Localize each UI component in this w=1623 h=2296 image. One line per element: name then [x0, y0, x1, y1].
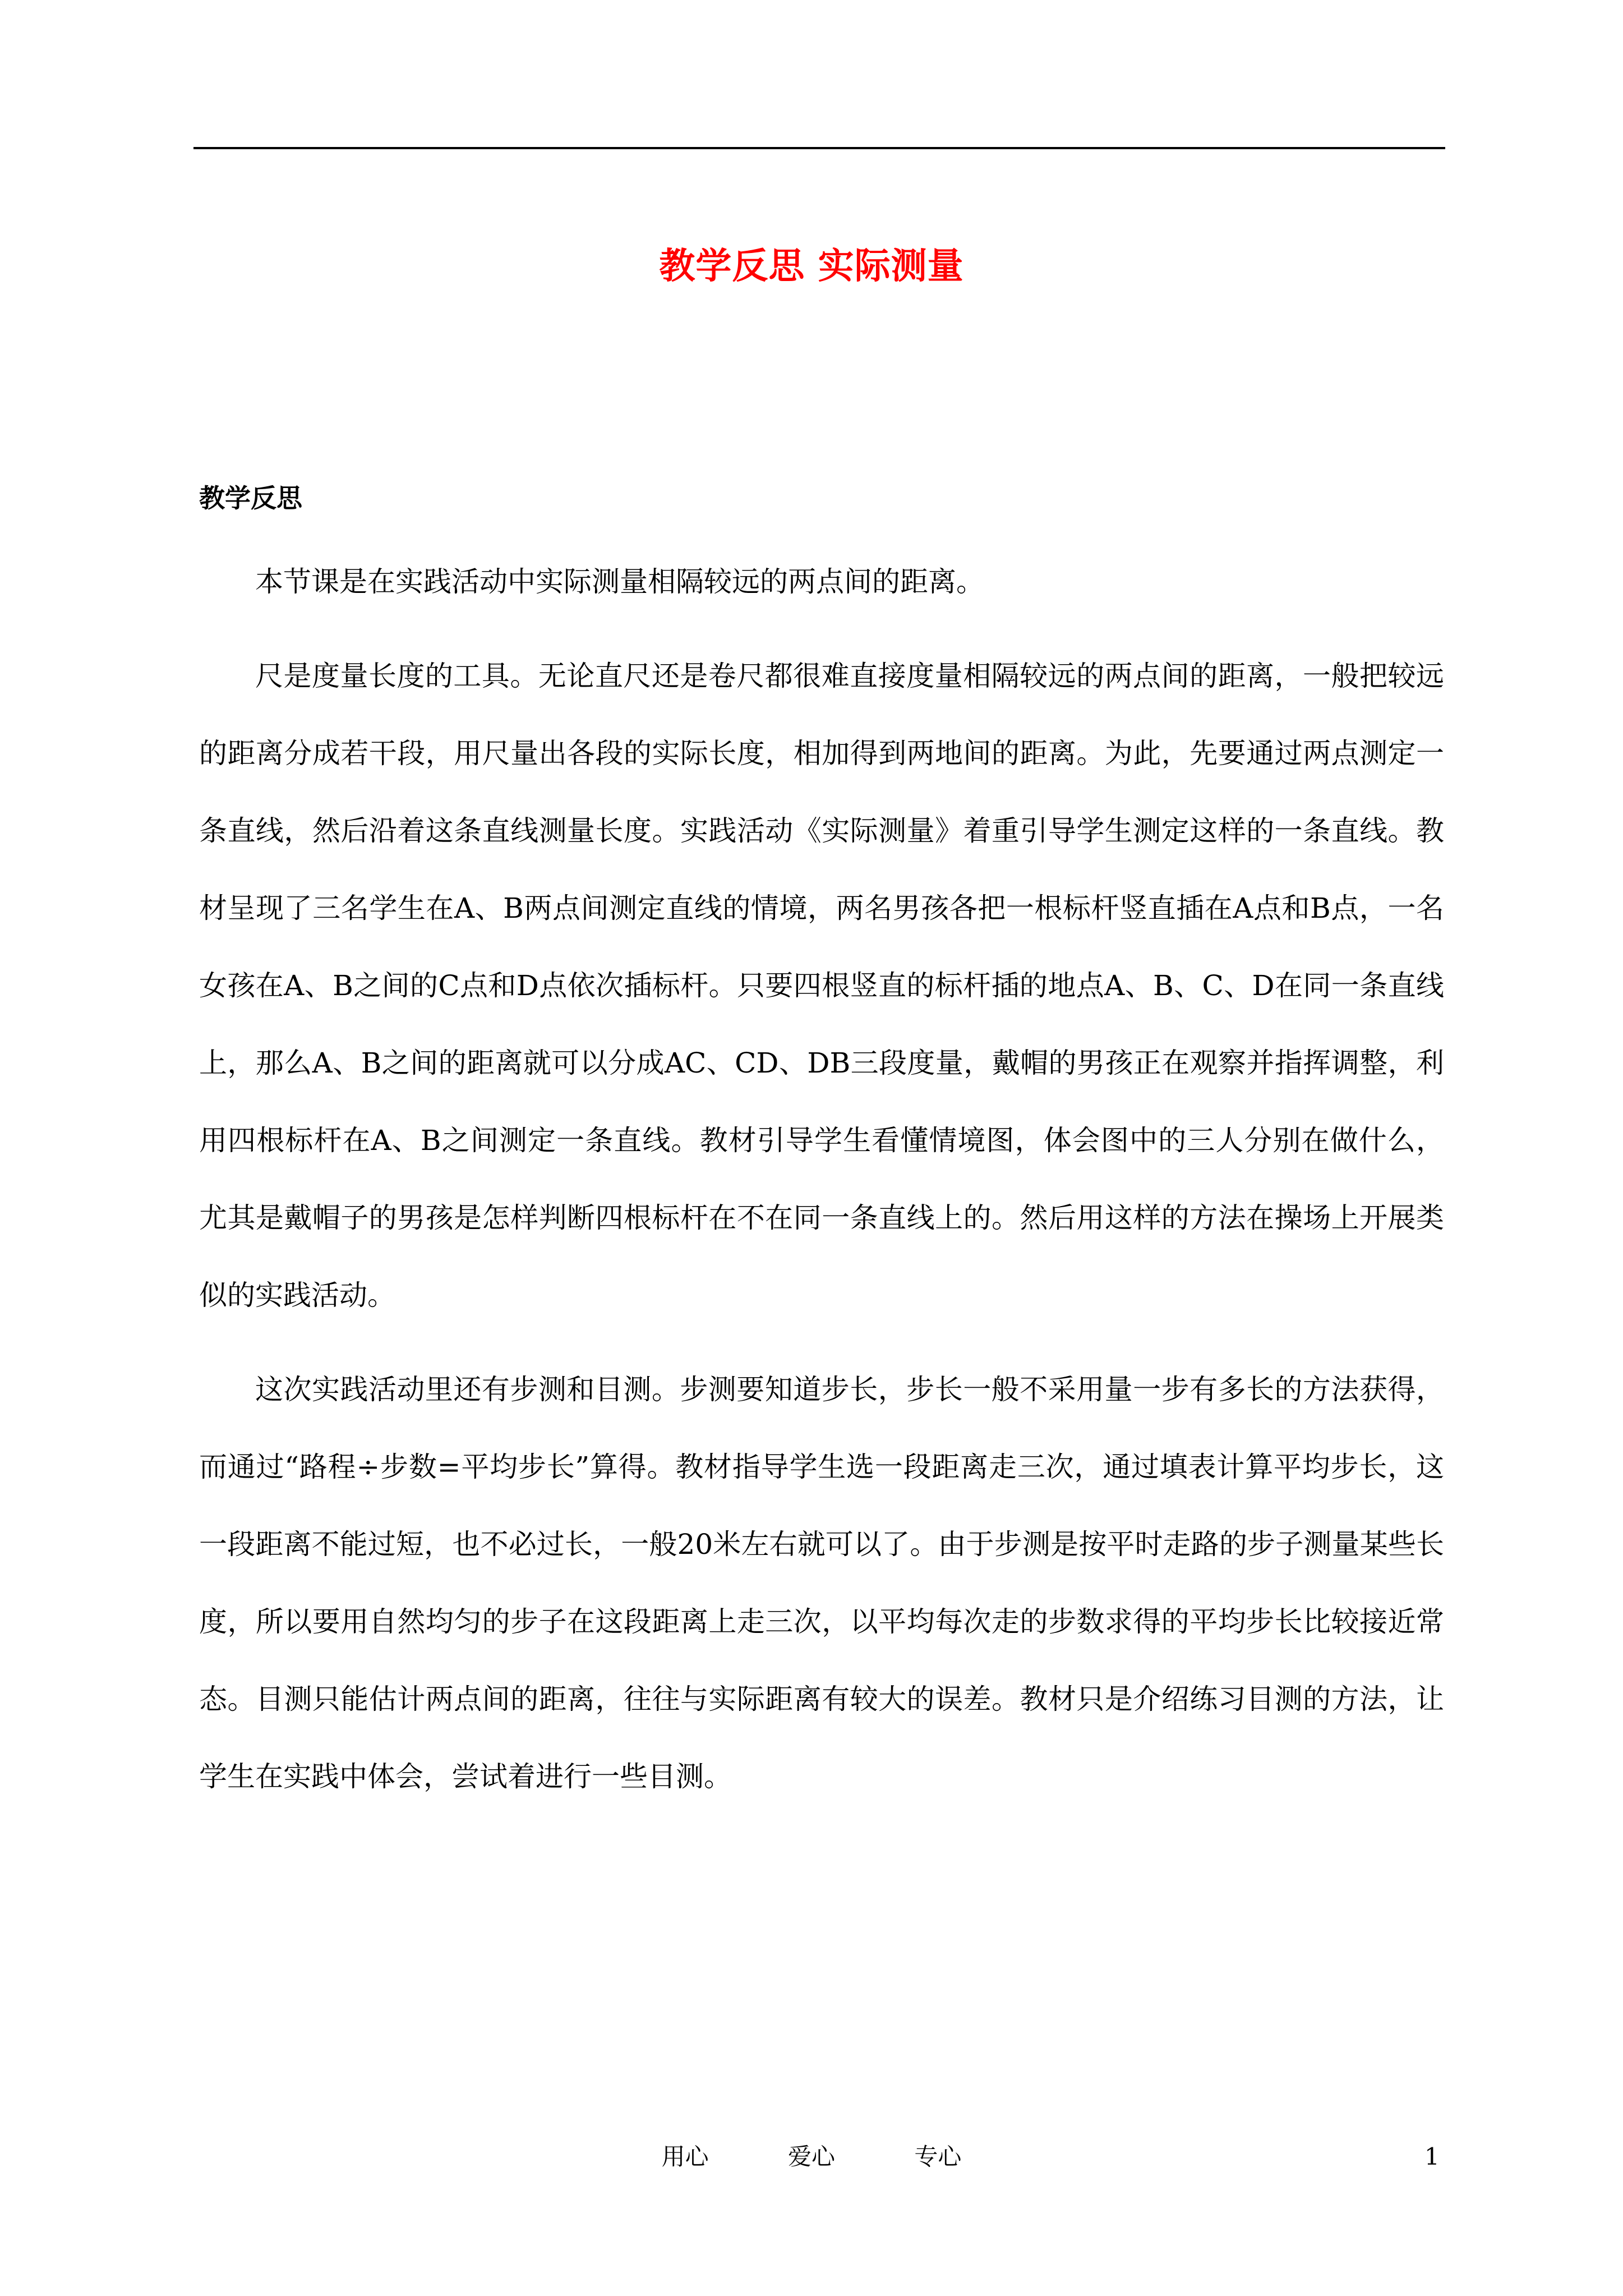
footer-motto-item: 用心	[661, 2143, 709, 2170]
footer-motto-item: 专心	[914, 2143, 962, 2170]
document-title: 教学反思 实际测量	[659, 245, 964, 287]
body-text	[199, 543, 1444, 1832]
header-rule	[193, 147, 1445, 149]
paragraph-3: 这次实践活动里还有步测和目测。步测要知道步长，步长一般不采用量一步有多长的方法获得，而通过“路程÷步数=平均步长”算得。教材指导学生选一段距离走三次，通过填表计算平均步长，这一段距离不能过短，也不必过长，一般20米左右就可以了。由于步测是按平时走路的步子测量某些长度，所以要用自然均匀的步子在这段距离上走三次，以平均每次走的步数求得的平均步长比较接近常态。目测只能估计两点间的距离，往往与实际距离有较大的误差。教材只是介绍练习目测的方法，让学生在实践中体会，尝试着进行一些目测。	[199, 1373, 1444, 1793]
page-number: 1	[1424, 2143, 1440, 2170]
paragraph-1: 本节课是在实践活动中实际测量相隔较远的两点间的距离。	[255, 565, 984, 598]
footer-motto	[0, 2140, 1623, 2174]
footer-motto-item: 爱心	[787, 2143, 835, 2170]
paragraph-2: 尺是度量长度的工具。无论直尺还是卷尺都很难直接度量相隔较远的两点间的距离，一般把较远的距离分成若干段，用尺量出各段的实际长度，相加得到两地间的距离。为此，先要通过两点测定一条直线，然后沿着这条直线测量长度。实践活动《实际测量》着重引导学生测定这样的一条直线。教材呈现了三名学生在A、B两点间测定直线的情境，两名男孩各把一根标杆竖直插在A点和B点，一名女孩在A、B之间的C点和D点依次插标杆。只要四根竖直的标杆插的地点A、B、C、D在同一条直线上，那么A、B之间的距离就可以分成AC、CD、DB三段度量，戴帽的男孩正在观察并指挥调整，利用四根标杆在A、B之间测定一条直线。教材引导学生看懂情境图，体会图中的三人分别在做什么，尤其是戴帽子的男孩是怎样判断四根标杆在不在同一条直线上的。然后用这样的方法在操场上开展类似的实践活动。	[199, 660, 1444, 1312]
section-heading: 教学反思	[199, 483, 302, 513]
